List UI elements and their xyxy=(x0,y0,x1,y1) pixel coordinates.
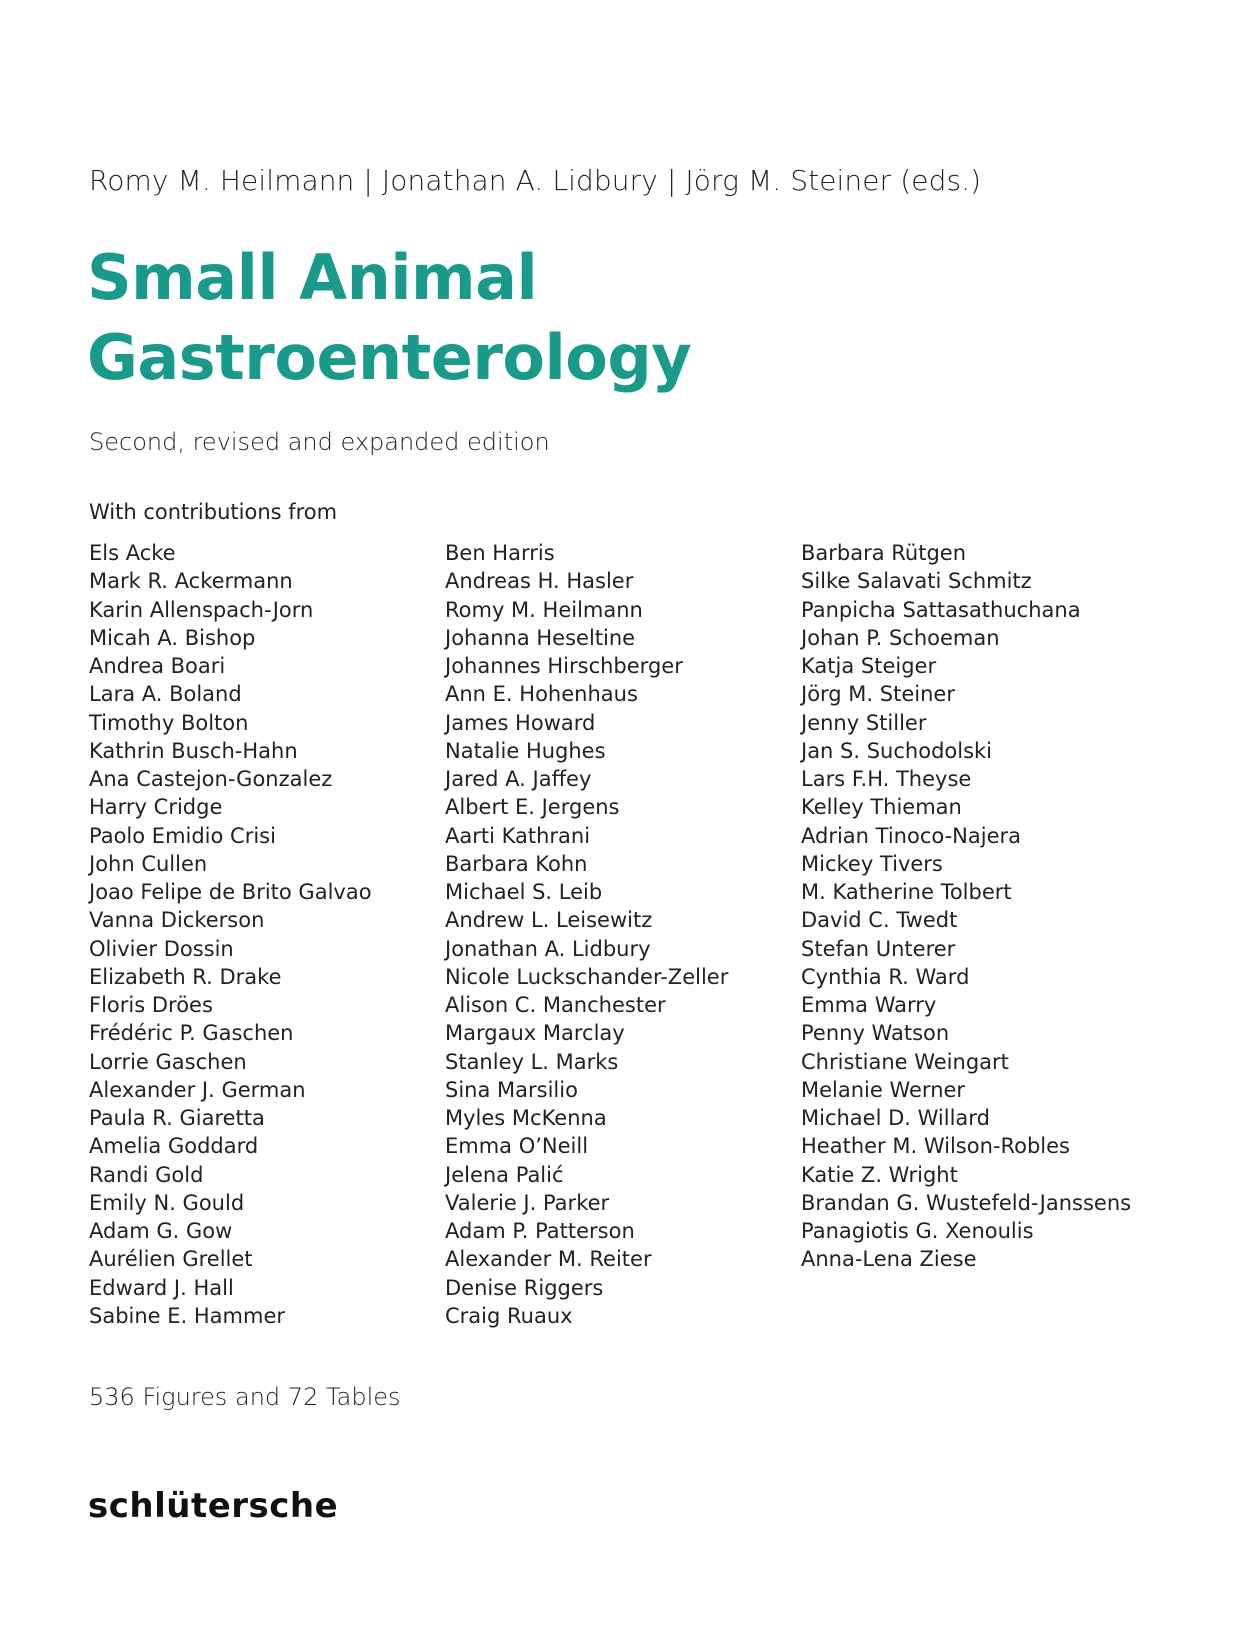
contributor-name: Lorrie Gaschen xyxy=(89,1049,247,1074)
contributor-name: Timothy Bolton xyxy=(89,710,249,735)
figures-tables-count: 536 Figures and 72 Tables xyxy=(89,1383,401,1411)
contributor-name: Johannes Hirschberger xyxy=(445,654,683,678)
contributor-name: Denise Riggers xyxy=(445,1275,604,1300)
contributor-name: Jelena Palić xyxy=(445,1162,564,1187)
contributor-name: Alexander J. German xyxy=(89,1077,306,1102)
publisher-logo: schlütersche xyxy=(88,1486,339,1526)
contributor-name: Michael D. Willard xyxy=(801,1106,990,1130)
contributor-name: Andrea Boari xyxy=(89,654,226,678)
contributions-heading: With contributions from xyxy=(89,500,338,524)
contributor-name: Olivier Dossin xyxy=(89,936,234,961)
contributor-name: Emma Warry xyxy=(801,993,937,1017)
contributor-name: Heather M. Wilson-Robles xyxy=(801,1134,1070,1159)
contributors-column-1 xyxy=(89,539,372,1330)
contributor-name: Alexander M. Reiter xyxy=(445,1247,652,1272)
contributor-name: Michael S. Leib xyxy=(445,880,603,904)
contributor-name: Panagiotis G. Xenoulis xyxy=(801,1219,1034,1243)
contributor-name: Nicole Luckschander-Zeller xyxy=(445,964,729,989)
contributor-name: Vanna Dickerson xyxy=(89,908,265,933)
contributor-name: Barbara Kohn xyxy=(445,851,588,876)
contributor-name: Floris Dröes xyxy=(89,993,213,1017)
contributor-name: Romy M. Heilmann xyxy=(445,597,643,622)
contributor-name: Johan P. Schoeman xyxy=(801,625,1000,650)
contributor-name: Valerie J. Parker xyxy=(445,1190,610,1215)
contributor-name: Myles McKenna xyxy=(445,1106,607,1130)
contributor-name: Sabine E. Hammer xyxy=(89,1303,286,1328)
contributor-name: Jenny Stiller xyxy=(801,710,927,735)
contributor-name: Brandan G. Wustefeld-Janssens xyxy=(801,1190,1132,1215)
contributor-name: Ann E. Hohenhaus xyxy=(445,682,638,707)
book-title-line-1: Small Animal xyxy=(87,241,538,314)
contributors-column-2 xyxy=(445,539,728,1330)
contributor-name: M. Katherine Tolbert xyxy=(801,880,1012,904)
contributor-name: Karin Allenspach-Jorn xyxy=(89,597,314,622)
contributor-name: Harry Cridge xyxy=(89,795,223,820)
contributor-name: Sina Marsilio xyxy=(445,1077,578,1102)
contributor-name: Katie Z. Wright xyxy=(801,1162,958,1187)
contributor-name: Jörg M. Steiner xyxy=(801,682,955,707)
contributor-name: Penny Watson xyxy=(801,1021,950,1046)
contributor-name: Paolo Emidio Crisi xyxy=(89,823,276,848)
editors-line: Romy M. Heilmann | Jonathan A. Lidbury | Jörg M. Steiner (eds.) xyxy=(89,164,982,197)
contributor-name: Stanley L. Marks xyxy=(445,1049,619,1074)
contributor-name: Jan S. Suchodolski xyxy=(801,738,993,763)
contributor-name: Mickey Tivers xyxy=(801,851,943,876)
contributor-name: Paula R. Giaretta xyxy=(89,1106,265,1130)
contributor-name: John Cullen xyxy=(89,851,208,876)
contributor-name: Micah A. Bishop xyxy=(89,625,256,650)
contributor-name: Kelley Thieman xyxy=(801,795,962,820)
contributor-name: Barbara Rütgen xyxy=(801,541,967,565)
contributor-name: Aurélien Grellet xyxy=(89,1247,253,1272)
contributor-name: Lars F.H. Theyse xyxy=(801,767,972,791)
contributor-name: Mark R. Ackermann xyxy=(89,569,293,594)
contributor-name: Edward J. Hall xyxy=(89,1275,234,1300)
contributor-name: Emily N. Gould xyxy=(89,1190,245,1215)
contributor-name: Andrew L. Leisewitz xyxy=(445,908,653,933)
contributor-name: Adrian Tinoco-Najera xyxy=(801,823,1022,848)
contributor-name: Emma O’Neill xyxy=(445,1134,589,1159)
contributor-name: Katja Steiger xyxy=(801,654,937,678)
contributor-name: Johanna Heseltine xyxy=(445,625,636,650)
contributor-name: Ben Harris xyxy=(445,541,555,565)
contributor-name: Natalie Hughes xyxy=(445,738,606,763)
contributor-name: Randi Gold xyxy=(89,1162,204,1187)
edition-subtitle: Second, revised and expanded edition xyxy=(89,428,550,456)
book-title-line-2: Gastroenterology xyxy=(87,321,692,394)
contributor-name: Els Acke xyxy=(89,541,176,565)
contributor-name: Christiane Weingart xyxy=(801,1049,1009,1074)
contributor-name: Jonathan A. Lidbury xyxy=(445,936,651,961)
contributor-name: Margaux Marclay xyxy=(445,1021,625,1046)
contributor-name: Lara A. Boland xyxy=(89,682,242,707)
contributor-name: James Howard xyxy=(445,710,596,735)
contributor-name: Amelia Goddard xyxy=(89,1134,259,1159)
contributor-name: Anna-Lena Ziese xyxy=(801,1247,977,1272)
contributor-name: Elizabeth R. Drake xyxy=(89,964,282,989)
contributor-name: Aarti Kathrani xyxy=(445,823,591,848)
contributor-name: Andreas H. Hasler xyxy=(445,569,634,594)
contributor-name: Albert E. Jergens xyxy=(445,795,620,820)
contributor-name: Silke Salavati Schmitz xyxy=(801,569,1032,594)
contributor-name: Melanie Werner xyxy=(801,1077,966,1102)
contributor-name: Ana Castejon-Gonzalez xyxy=(89,767,333,791)
contributor-name: Frédéric P. Gaschen xyxy=(89,1021,294,1046)
contributor-name: Adam G. Gow xyxy=(89,1219,233,1243)
contributor-name: Stefan Unterer xyxy=(801,936,956,961)
contributor-name: Craig Ruaux xyxy=(445,1303,573,1328)
contributor-name: Panpicha Sattasathuchana xyxy=(801,597,1081,622)
contributor-name: Adam P. Patterson xyxy=(445,1219,635,1243)
contributor-name: Jared A. Jaffey xyxy=(445,767,592,791)
contributor-name: David C. Twedt xyxy=(801,908,958,933)
contributor-name: Joao Felipe de Brito Galvao xyxy=(89,880,372,904)
contributors-column-3 xyxy=(801,539,1131,1274)
contributor-name: Cynthia R. Ward xyxy=(801,964,970,989)
book-title xyxy=(87,238,691,398)
contributor-name: Alison C. Manchester xyxy=(445,993,666,1017)
contributor-name: Kathrin Busch-Hahn xyxy=(89,738,298,763)
